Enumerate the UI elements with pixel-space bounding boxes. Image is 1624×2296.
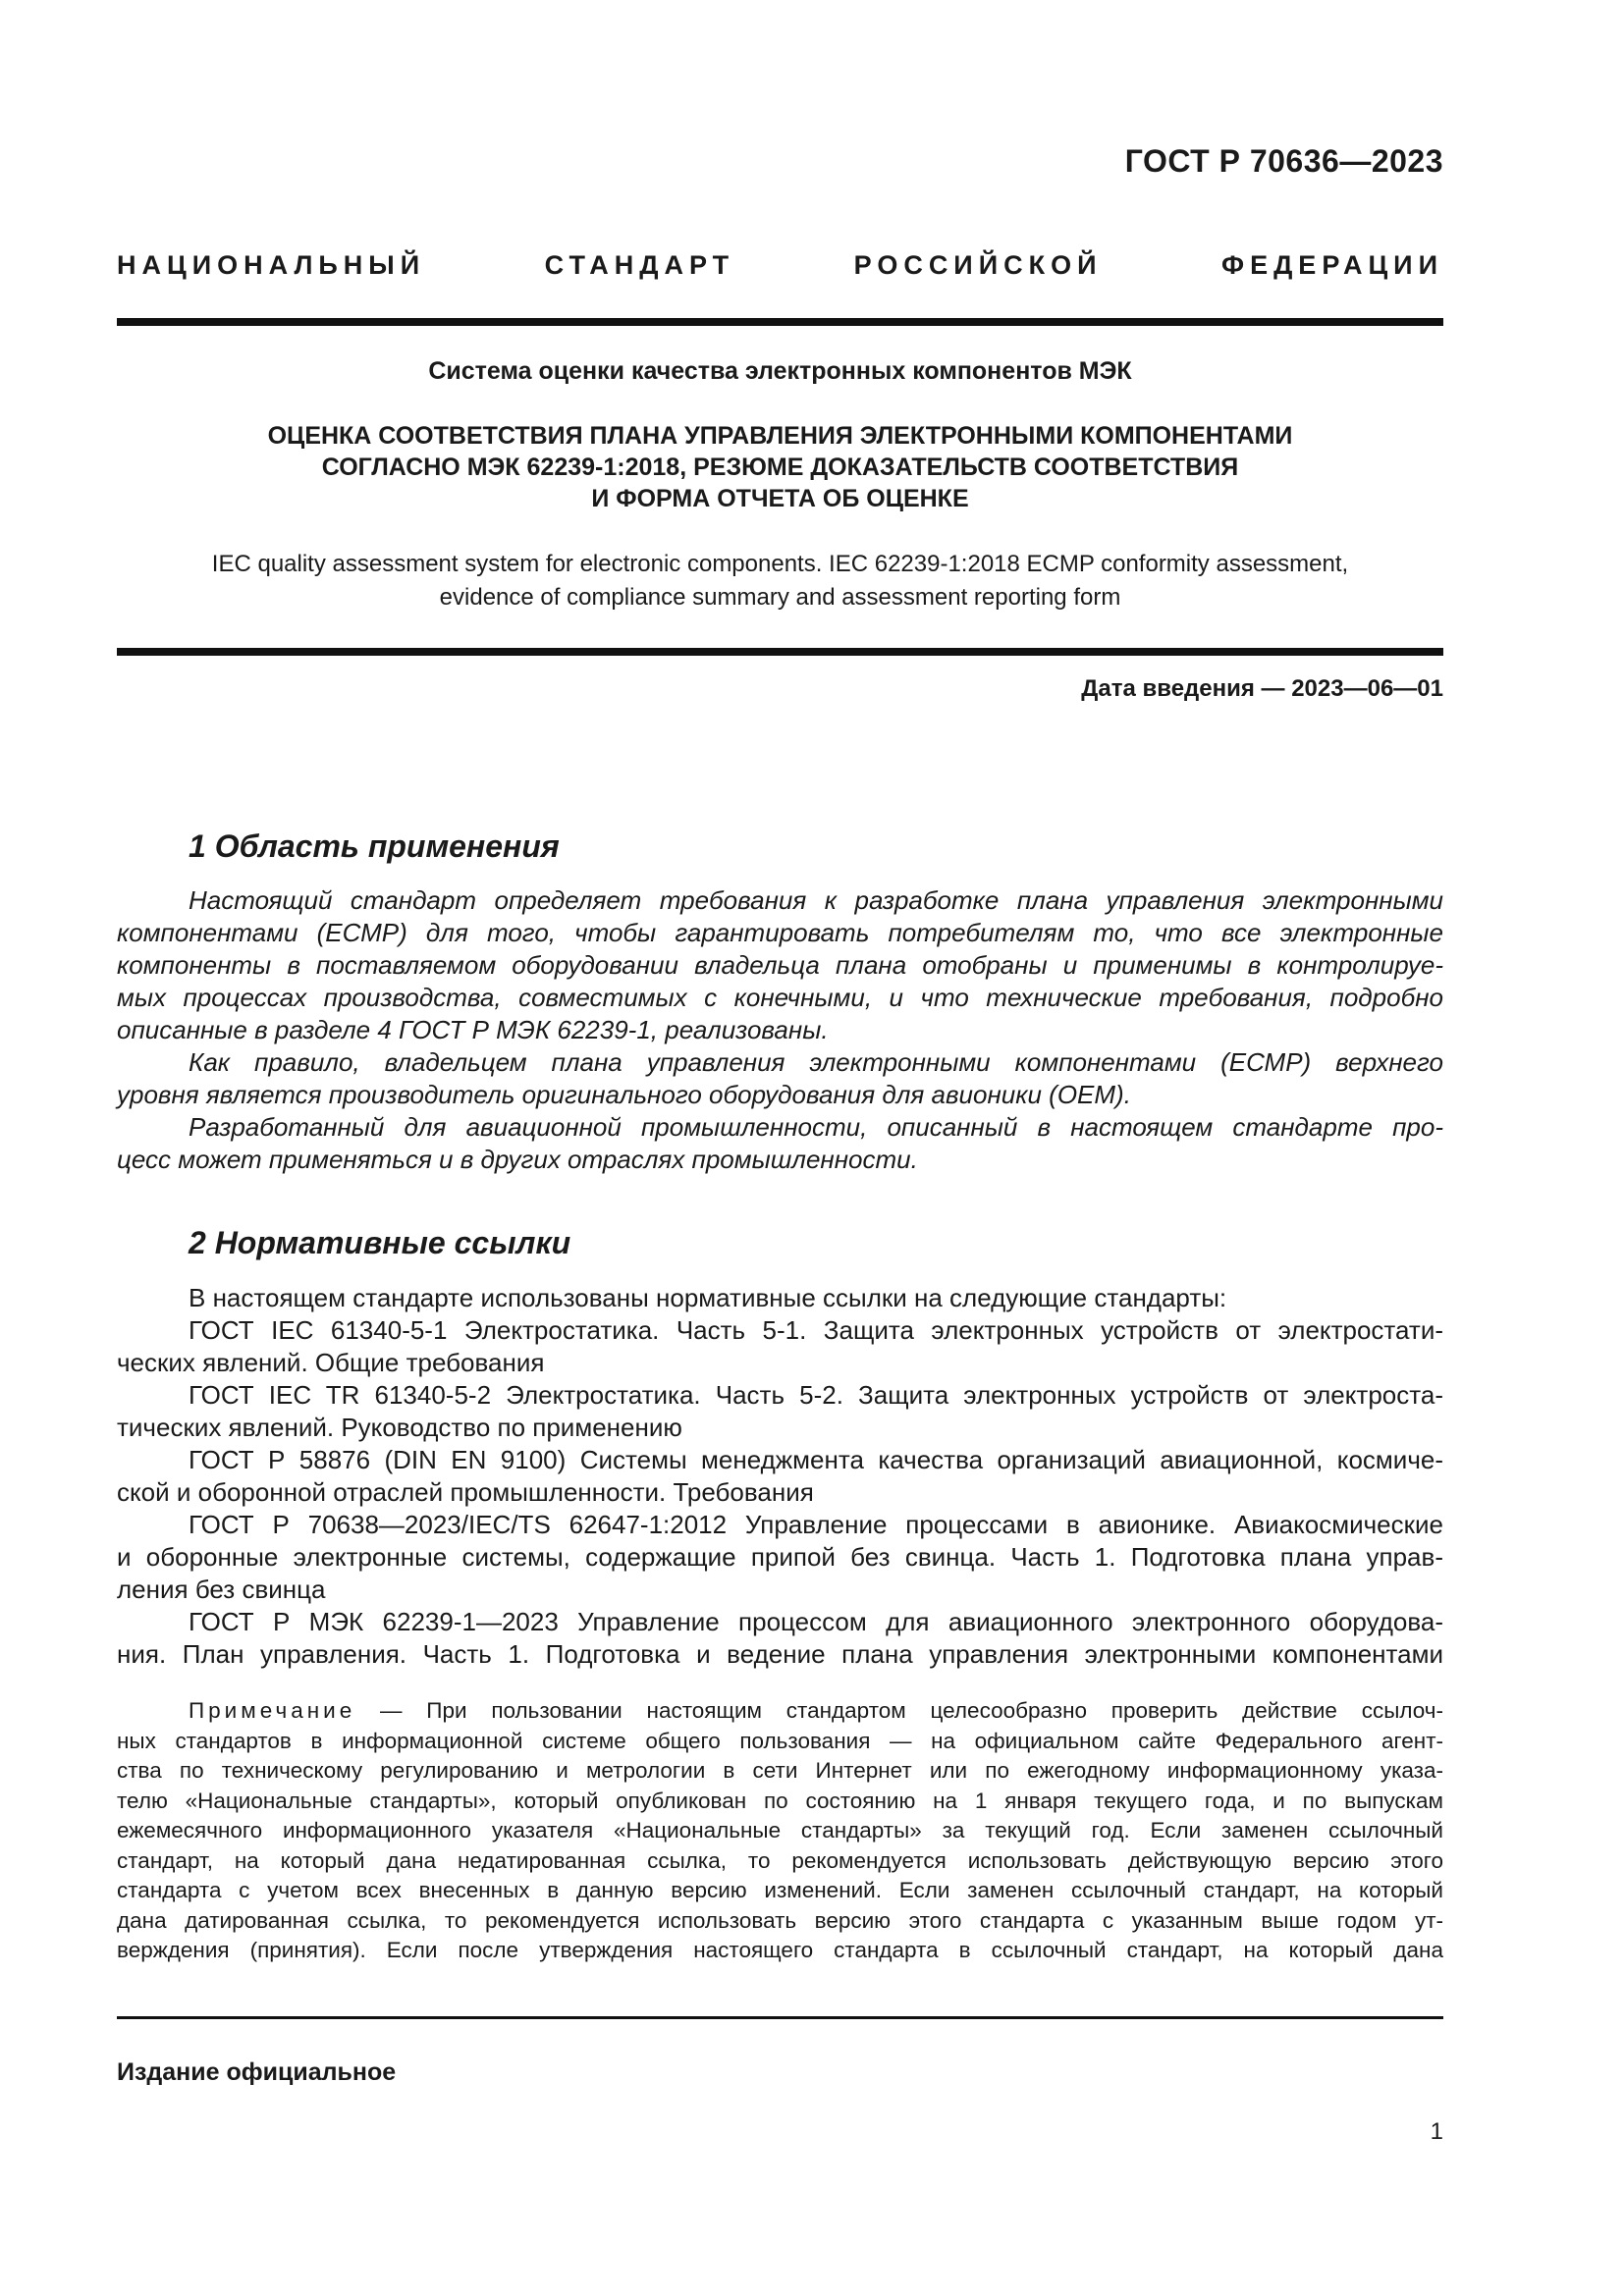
- reference-item: [117, 1314, 1443, 1379]
- text-line: ных стандартов в информационной системе общего пользования — на официальном сайте Федерального агент-: [117, 1728, 1443, 1753]
- series-title: Система оценки качества электронных компонентов МЭК: [428, 357, 1132, 385]
- footer-rule: [117, 2016, 1443, 2019]
- section-1-body: [117, 884, 1443, 1176]
- text-line: ГОСТ Р 58876 (DIN EN 9100) Системы менеджмента качества организаций авиационной, космиче-: [189, 1445, 1443, 1474]
- note-text: [117, 1696, 1443, 1966]
- introduction-date: Дата введения — 2023—06—01: [1081, 675, 1443, 702]
- paragraph: [117, 1282, 1443, 1314]
- reference-item: [117, 1509, 1443, 1606]
- text-line: ГОСТ Р 70638—2023/IEC/TS 62647-1:2012 Управление процессами в авионике. Авиакосмические: [189, 1510, 1443, 1539]
- text-line: дана датированная ссылка, то рекомендуется использовать версию этого стандарта с указанным выше годом ут-: [117, 1907, 1443, 1933]
- text-line: ГОСТ IEC 61340-5-1 Электростатика. Часть 5-1. Защита электронных устройств от электростати-: [189, 1315, 1443, 1345]
- text-line: тических явлений. Руководство по применению: [117, 1413, 682, 1442]
- title-line: И ФОРМА ОТЧЕТА ОБ ОЦЕНКЕ: [591, 485, 969, 512]
- text-line: В настоящем стандарте использованы нормативные ссылки на следующие стандарты:: [189, 1283, 1227, 1312]
- text-line: [117, 1696, 1443, 1727]
- text-line: стандарт, на который дана недатированная ссылка, то рекомендуется использовать действующую версию этого: [117, 1847, 1443, 1873]
- english-title: [117, 548, 1443, 614]
- paragraph: [117, 1046, 1443, 1111]
- text-line: Как правило, владельцем плана управления электронными компонентами (ЕСМР) верхнего: [189, 1047, 1443, 1077]
- text-line: ской и оборонной отраслей промышленности. Требования: [117, 1477, 814, 1507]
- text-line: компонентами (ЕСМР) для того, чтобы гарантировать потребителям то, что все электронные: [117, 918, 1443, 947]
- text-line: ния. План управления. Часть 1. Подготовка и ведение плана управления электронными компонентами: [117, 1639, 1443, 1669]
- text-line: стандарта с учетом всех внесенных в данную версию изменений. Если заменен ссылочный стандарт, на который: [117, 1878, 1443, 1902]
- reference-item: [117, 1379, 1443, 1444]
- text-line: ГОСТ Р МЭК 62239-1—2023 Управление процессом для авиационного электронного оборудова-: [189, 1607, 1443, 1636]
- title-rule: [117, 648, 1443, 656]
- text-line: и оборонные электронные системы, содержащие припой без свинца. Часть 1. Подготовка плана управ-: [117, 1542, 1443, 1572]
- text-line: мых процессах производства, совместимых с конечными, и что технические требования, подробно: [117, 983, 1443, 1012]
- text-line: ежемесячного информационного указателя «Национальные стандарты» за текущий год. Если заменен ссылочный: [117, 1818, 1443, 1842]
- document-title: [117, 420, 1443, 514]
- text-line: уровня является производитель оригинального оборудования для авионики (ОЕМ).: [117, 1080, 1131, 1109]
- section-2-body: [117, 1282, 1443, 1671]
- text-line: ГОСТ IEC TR 61340-5-2 Электростатика. Часть 5-2. Защита электронных устройств от электроста-: [189, 1380, 1443, 1410]
- text-line: верждения (принятия). Если после утверждения настоящего стандарта в ссылочный стандарт, на который дана: [117, 1938, 1443, 1962]
- english-title-line: evidence of compliance summary and assessment reporting form: [439, 584, 1121, 611]
- section-2-heading: 2 Нормативные ссылки: [189, 1225, 571, 1260]
- text-line: цесс может применяться и в других отраслях промышленности.: [117, 1145, 918, 1174]
- section-1-heading: 1 Область применения: [189, 828, 560, 864]
- paragraph: [117, 1111, 1443, 1176]
- title-line: ОЦЕНКА СООТВЕТСТВИЯ ПЛАНА УПРАВЛЕНИЯ ЭЛЕКТРОННЫМИ КОМПОНЕНТАМИ: [267, 422, 1293, 450]
- text-line: телю «Национальные стандарты», который опубликован по состоянию на 1 января текущего года, и по выпускам: [117, 1788, 1443, 1813]
- text-line: компоненты в поставляемом оборудовании владельца плана отобраны и применимы в контролируе-: [117, 950, 1443, 980]
- header-rule: [117, 318, 1443, 326]
- reference-item: [117, 1606, 1443, 1671]
- title-line: СОГЛАСНО МЭК 62239-1:2018, РЕЗЮМЕ ДОКАЗАТЕЛЬСТВ СООТВЕТСТВИЯ: [321, 454, 1239, 481]
- note-label: Примечание: [189, 1698, 356, 1723]
- note-first-line: — При пользовании настоящим стандартом целесообразно проверить действие ссылоч-: [355, 1698, 1443, 1723]
- text-line: ческих явлений. Общие требования: [117, 1348, 545, 1377]
- text-line: ления без свинца: [117, 1575, 326, 1604]
- document-code: ГОСТ Р 70636—2023: [1124, 143, 1443, 179]
- page-number: 1: [1430, 2118, 1443, 2145]
- reference-item: [117, 1444, 1443, 1509]
- official-edition-label: Издание официальное: [117, 2058, 397, 2086]
- text-line: описанные в разделе 4 ГОСТ Р МЭК 62239-1, реализованы.: [117, 1015, 829, 1044]
- text-line: Разработанный для авиационной промышленности, описанный в настоящем стандарте про-: [189, 1112, 1443, 1142]
- references-note: [117, 1696, 1443, 1966]
- english-title-line: IEC quality assessment system for electronic components. IEC 62239-1:2018 ECMP conformity assessment,: [211, 551, 1349, 577]
- paragraph: [117, 884, 1443, 1046]
- national-standard-banner: НАЦИОНАЛЬНЫЙ СТАНДАРТ РОССИЙСКОЙ ФЕДЕРАЦИИ: [117, 250, 1443, 280]
- text-line: Настоящий стандарт определяет требования к разработке плана управления электронными: [189, 885, 1443, 915]
- text-line: ства по техническому регулированию и метрологии в сети Интернет или по ежегодному информационному указа-: [117, 1758, 1443, 1783]
